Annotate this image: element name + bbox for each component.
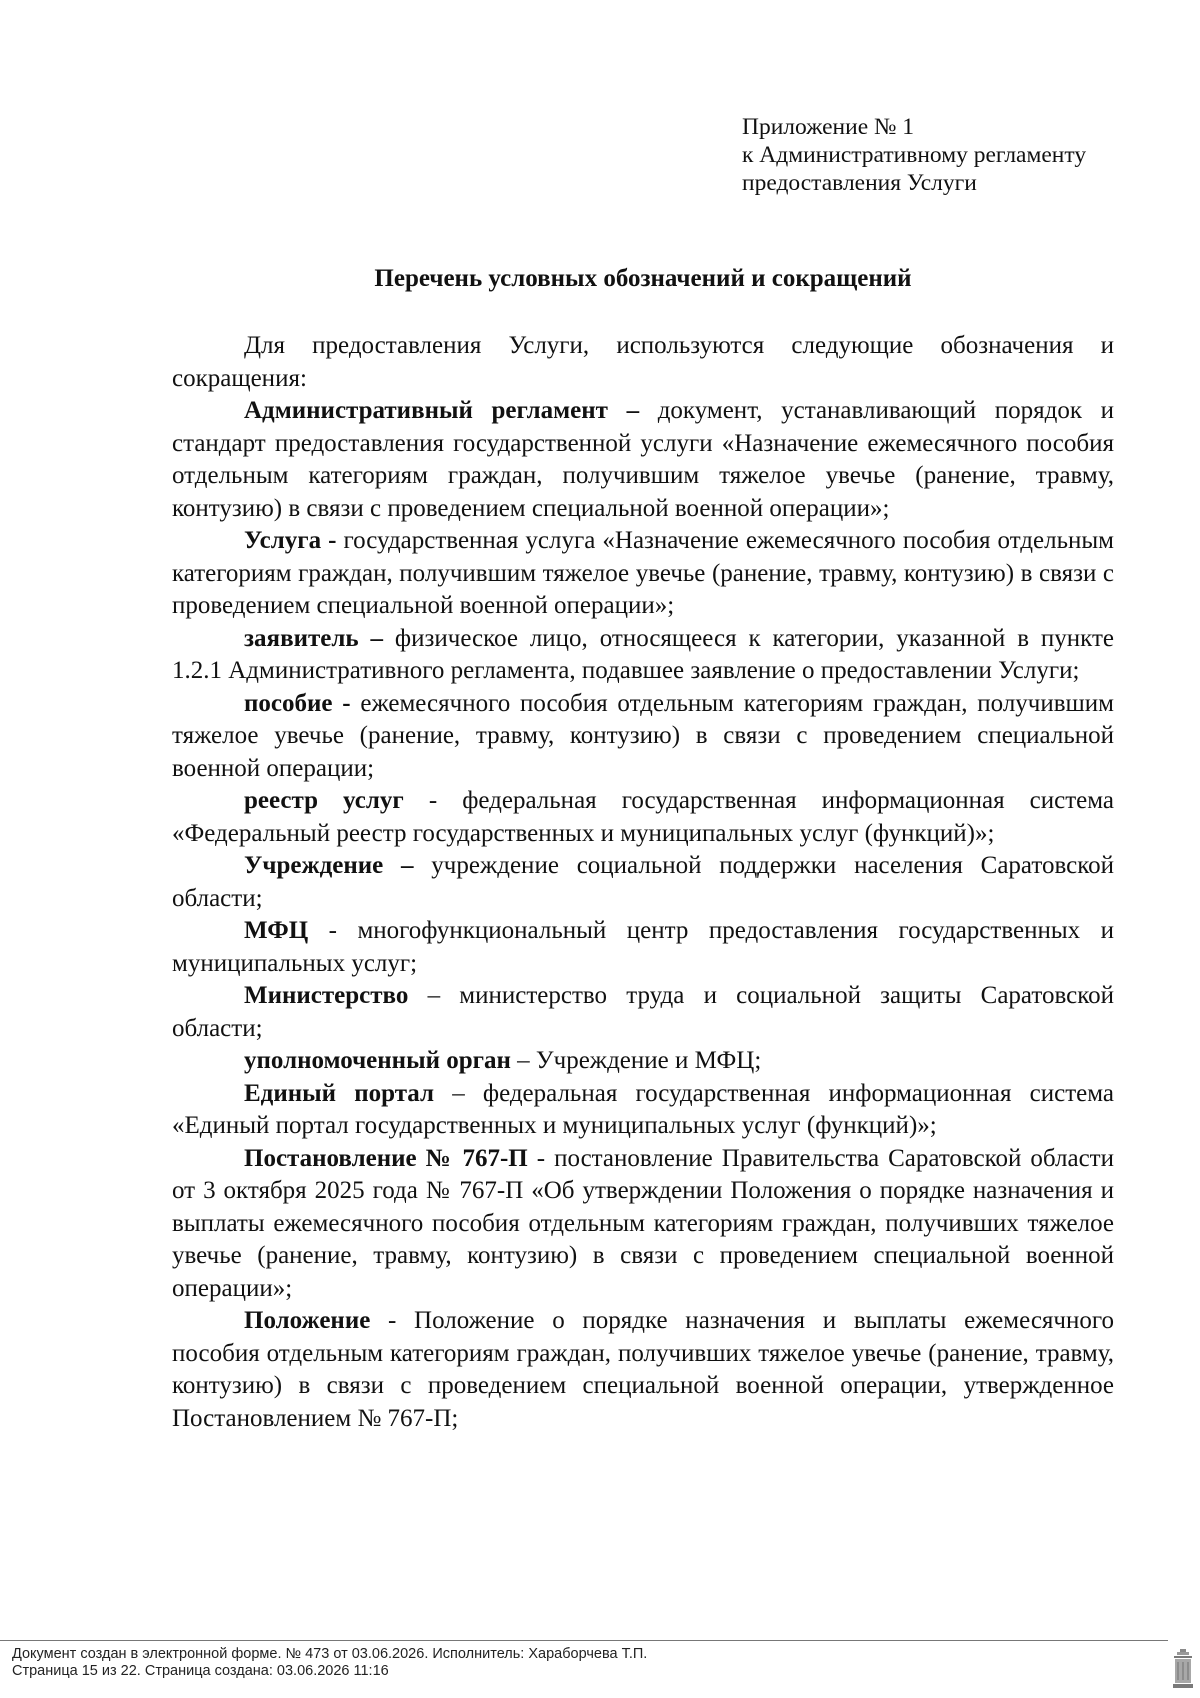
definition-term: Положение bbox=[244, 1307, 371, 1334]
definition-service bbox=[172, 525, 1114, 623]
definition-term: Административный регламент – bbox=[244, 397, 640, 424]
definition-applicant bbox=[172, 623, 1114, 688]
footer-text bbox=[12, 1646, 647, 1680]
definition-regulation bbox=[172, 1305, 1114, 1435]
definition-text: - постановление Правительства Саратовской области от 3 октября 2025 года № 767-П «Об утверждении Положения о порядке назначения и выплаты ежемесячного пособия отдельным категориям граждан, получивших тяжелое увечье (ранение, травму, контузию) в связи с проведением специальной военной операции»; bbox=[172, 1144, 1114, 1302]
definition-authorized-body bbox=[172, 1045, 1114, 1078]
definition-text: - федеральная государственная информационная система «Федеральный реестр государственных и муниципальных услуг (функций)»; bbox=[172, 787, 1115, 847]
definition-term: Учреждение – bbox=[244, 852, 414, 879]
document-footer bbox=[0, 1640, 1200, 1698]
definition-resolution-767p bbox=[172, 1143, 1114, 1306]
appendix-line-2: к Административному регламенту bbox=[742, 142, 1087, 168]
definition-ministry bbox=[172, 980, 1114, 1045]
intro-paragraph: Для предоставления Услуги, используются следующие обозначения и сокращения: bbox=[172, 332, 1114, 392]
definition-text: - Положение о порядке назначения и выплаты ежемесячного пособия отдельным категориям граждан, получивших тяжелое увечье (ранение, травму, контузию) в связи с проведением специальной военной операции, утвержденное Постановлением № 767-П; bbox=[172, 1307, 1114, 1432]
definition-mfc bbox=[172, 915, 1114, 980]
definition-text: ежемесячного пособия отдельным категориям граждан, получившим тяжелое увечье (ранение, травму, контузию) в связи с проведением специальной военной операции; bbox=[172, 689, 1115, 782]
footer-line-2: Страница 15 из 22. Страница создана: 03.06.2026 11:16 bbox=[12, 1663, 389, 1679]
definition-institution bbox=[172, 850, 1114, 915]
definition-text: государственная услуга «Назначение ежемесячного пособия отдельным категориям граждан, получившим тяжелое увечье (ранение, травму, контузию) в связи с проведением специальной военной операции»; bbox=[172, 527, 1114, 619]
definition-text: – федеральная государственная информационная система «Единый портал государственных и муниципальных услуг (функций)»; bbox=[172, 1079, 1114, 1139]
definition-text: учреждение социальной поддержки населения Саратовской области; bbox=[172, 852, 1114, 912]
appendix-number: Приложение № 1 bbox=[742, 114, 915, 140]
emblem-icon bbox=[1172, 1648, 1194, 1692]
definition-term: пособие - bbox=[244, 689, 351, 717]
definition-term: Единый портал bbox=[244, 1079, 435, 1107]
definition-administrative-regulation bbox=[172, 395, 1114, 525]
definition-text: физическое лицо, относящееся к категории, указанной в пункте 1.2.1 Административного регламента, подавшее заявление о предоставлении Услуги; bbox=[172, 624, 1114, 684]
appendix-line-3: предоставления Услуги bbox=[742, 170, 977, 196]
definition-term: уполномоченный орган bbox=[244, 1047, 511, 1074]
footer-divider bbox=[0, 1640, 1168, 1641]
definition-text: документ, устанавливающий порядок и стандарт предоставления государственной услуги «Назначение ежемесячного пособия отдельным категориям граждан, получившим тяжелое увечье (ранение, травму, контузию) в связи с проведением специальной военной операции»; bbox=[172, 397, 1114, 522]
definition-term: заявитель – bbox=[244, 624, 384, 652]
document-title: Перечень условных обозначений и сокращений bbox=[374, 265, 912, 292]
definition-term: Постановление № 767-П bbox=[244, 1144, 528, 1172]
document-body bbox=[172, 330, 1114, 1435]
appendix-header bbox=[742, 113, 1086, 197]
definition-term: Услуга - bbox=[244, 527, 337, 554]
definition-text: - многофункциональный центр предоставления государственных и муниципальных услуг; bbox=[172, 917, 1114, 977]
definition-services-registry bbox=[172, 785, 1114, 850]
definition-text: – Учреждение и МФЦ; bbox=[510, 1047, 762, 1074]
definition-unified-portal bbox=[172, 1078, 1114, 1143]
footer-line-1: Документ создан в электронной форме. № 473 от 03.06.2026. Исполнитель: Хараборчева Т.П. bbox=[12, 1646, 648, 1662]
definition-text: – министерство труда и социальной защиты Саратовской области; bbox=[172, 982, 1114, 1042]
definition-term: МФЦ bbox=[244, 917, 309, 944]
definition-term: реестр услуг bbox=[244, 787, 404, 814]
definition-allowance bbox=[172, 688, 1114, 786]
definition-term: Министерство bbox=[244, 982, 409, 1009]
